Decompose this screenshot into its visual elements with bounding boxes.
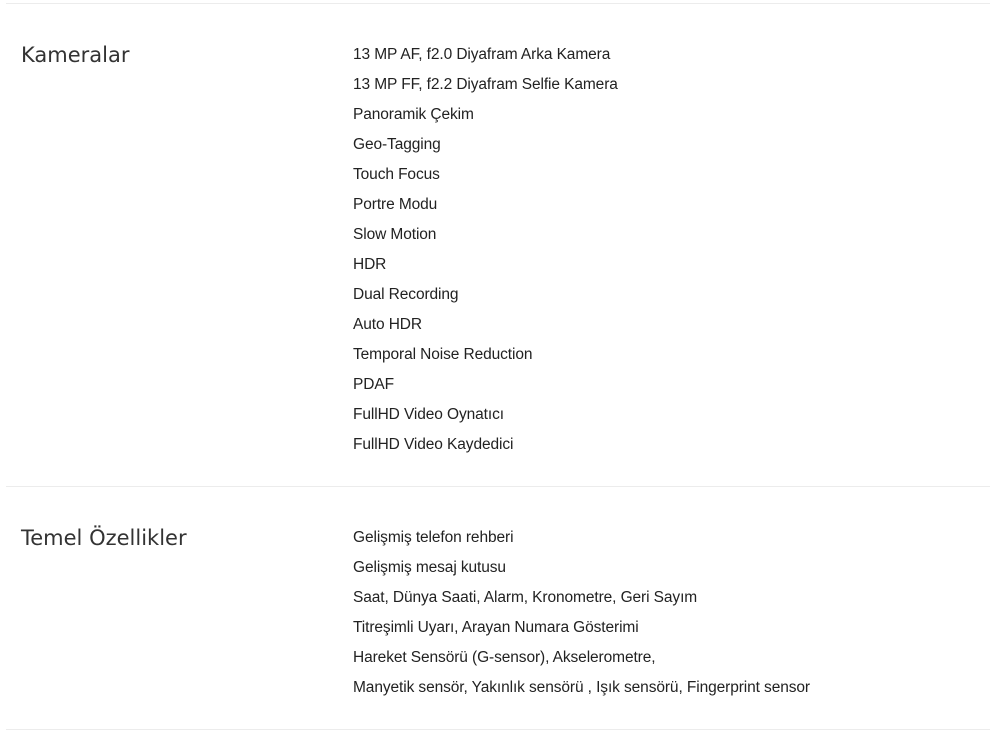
- spec-item: Manyetik sensör, Yakınlık sensörü , Işık sensörü, Fingerprint sensor: [353, 679, 810, 696]
- spec-list: [353, 523, 810, 703]
- section-title: Kameralar: [21, 43, 130, 67]
- spec-item: PDAF: [353, 376, 394, 393]
- spec-item: Gelişmiş telefon rehberi: [353, 529, 514, 546]
- top-divider: [6, 3, 990, 4]
- spec-item: Hareket Sensörü (G-sensor), Akselerometre,: [353, 649, 656, 666]
- spec-item: Saat, Dünya Saati, Alarm, Kronometre, Geri Sayım: [353, 589, 698, 606]
- spec-item: FullHD Video Kaydedici: [353, 436, 514, 453]
- section-title: Temel Özellikler: [21, 526, 187, 550]
- spec-item: Auto HDR: [353, 316, 422, 333]
- section-divider: [6, 486, 990, 487]
- spec-list: [353, 40, 618, 460]
- spec-item: Portre Modu: [353, 196, 438, 213]
- spec-item: 13 MP FF, f2.2 Diyafram Selfie Kamera: [353, 76, 618, 93]
- spec-item: Panoramik Çekim: [353, 106, 474, 123]
- spec-item: Temporal Noise Reduction: [353, 346, 533, 363]
- spec-item: Slow Motion: [353, 226, 437, 243]
- spec-item: Touch Focus: [353, 166, 440, 183]
- spec-item: Geo-Tagging: [353, 136, 441, 153]
- spec-item: FullHD Video Oynatıcı: [353, 406, 504, 423]
- spec-item: Gelişmiş mesaj kutusu: [353, 559, 506, 576]
- spec-item: 13 MP AF, f2.0 Diyafram Arka Kamera: [353, 46, 611, 63]
- spec-item: HDR: [353, 256, 387, 273]
- spec-item: Dual Recording: [353, 286, 459, 303]
- spec-item: Titreşimli Uyarı, Arayan Numara Gösterimi: [353, 619, 639, 636]
- bottom-divider: [6, 729, 990, 730]
